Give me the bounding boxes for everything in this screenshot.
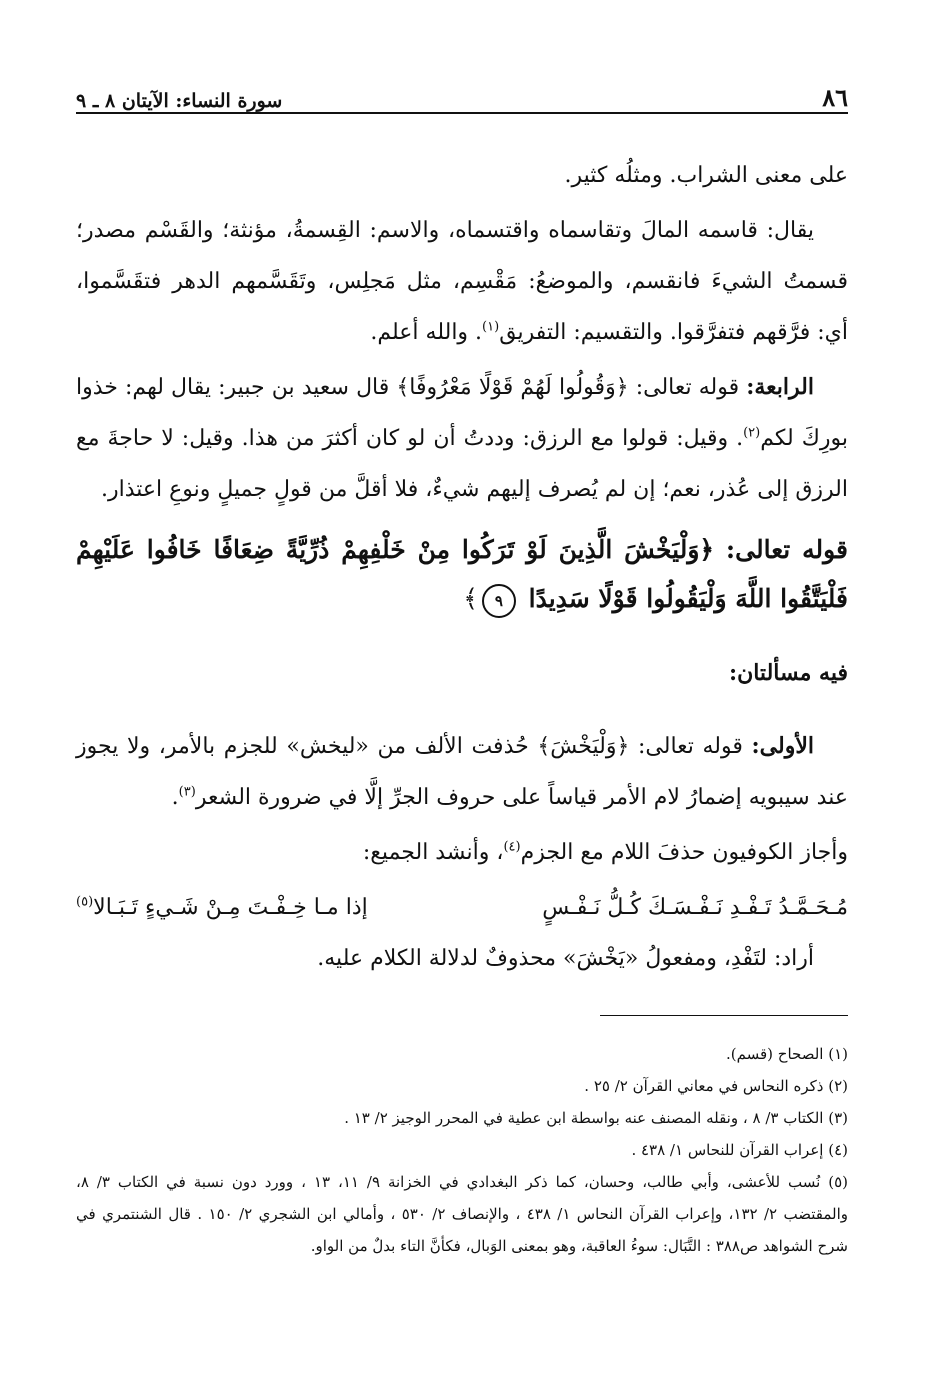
section-label: الأولى: [751, 733, 814, 759]
paragraph [76, 721, 848, 823]
verse-number-badge: ٩ [482, 584, 516, 618]
paragraph-text: . وقيل: قولوا مع الرزق: وددتُ أن لو كان أكثرَ من هذا. وقيل: لا حاجةَ مع الرزق إلى عُذر، نعم؛ إن لم يُصرف إليهم شيءٌ، فلا أقلَّ من قولٍ جميلٍ ونوعِ اعتذار. [76, 426, 848, 502]
footnotes [76, 1038, 848, 1262]
poem-first-hemistich: مُـحَـمَّـدُ تَـفْـدِ نَـفْـسَـكَ كُـلُّ نَـفْـسٍ [542, 895, 848, 920]
paragraph [76, 205, 848, 358]
paragraph-text: قوله تعالى: ﴿وَقُولُوا لَهُمْ قَوْلًا مَعْرُوفًا﴾ قال سعيد بن جبير: يقال لهم: خذوا بورِكَ لكم [76, 375, 848, 451]
paragraph-text: ، وأنشد الجميع: [362, 840, 504, 865]
poem-second-hemistich [76, 882, 368, 933]
paragraph-text: . والله أعلم. [370, 320, 483, 345]
paragraph-text: على معنى الشراب. ومثلُه كثير. [564, 163, 848, 188]
footnote-ref[interactable]: (٣) [178, 784, 196, 800]
poem-second-text: إذا مـا خِـفْـتَ مِـنْ شَـيءٍ تَـبَـالا [93, 895, 368, 920]
footnote: (٣) الكتاب ٣/ ٨ ، ونقله المصنف عنه بواسطة ابن عطية في المحرر الوجيز ٢/ ١٣ . [344, 1109, 848, 1127]
poem-verse [76, 882, 848, 933]
footnote: (٢) ذكره النحاس في معاني القرآن ٢/ ٢٥ . [584, 1077, 848, 1095]
footnote-ref[interactable]: (٤) [503, 839, 521, 855]
paragraph [76, 150, 848, 201]
paragraph-text: قوله تعالى: ﴿وَلْيَخْشَ﴾ حُذفت الألف من «ليخش» للجزم بالأمر، ولا يجوز عند سيبويه إضمارُ لام الأمر قياساً على حروف الجرِّ إلَّا في ضرورة الشعر [76, 734, 848, 810]
paragraph [76, 362, 848, 515]
quran-verse [76, 525, 848, 623]
page-number: ٨٦ [822, 83, 848, 112]
paragraph-text: . [171, 785, 179, 810]
running-title: سورة النساء: الآيتان ٨ ـ ٩ [76, 90, 283, 112]
footnote-ref[interactable]: (٥) [76, 894, 94, 910]
footnote: (١) الصحاح (قسم). [726, 1045, 848, 1063]
footnote: (٤) إعراب القرآن للنحاس ١/ ٤٣٨ . [631, 1141, 848, 1159]
verse-lead: قوله تعالى: [725, 535, 848, 564]
paragraph [76, 933, 848, 984]
main-text [76, 150, 848, 988]
footnote: (٥) نُسب للأعشى، وأبي طالب، وحسان، كما ذكر البغدادي في الخزانة ٩/ ١١، ١٣ ، وورد دون نسبة في الكتاب ٣/ ٨، والمقتضب ٢/ ١٣٢، وإعراب القرآن النحاس ١/ ٤٣٨ ، والإنصاف ٢/ ٥٣٠ ، وأمالي ابن الشجري ٢/ ١٥٠ . قال الشنتمري في شرح الشواهد ص٣٨٨ : التَّبَال: سوءُ العاقبة، وهو بمعنى الوَبال، فكأنَّ التاء بدلٌ من الواو. [76, 1173, 849, 1255]
verse-text: ﴿وَلْيَخْشَ الَّذِينَ لَوْ تَرَكُوا مِنْ خَلْفِهِمْ ذُرِّيَّةً ضِعَافًا خَافُوا عَلَيْهِمْ فَلْيَتَّقُوا اللَّهَ وَلْيَقُولُوا قَوْلًا سَدِيدًا [76, 535, 848, 613]
footnote-ref[interactable]: (١) [482, 319, 500, 335]
section-heading: فيه مسألتان: [728, 660, 848, 686]
paragraph [76, 827, 848, 878]
footnote-separator [600, 1015, 848, 1016]
section-label: الرابعة: [746, 374, 814, 400]
footnote-ref[interactable]: (٢) [743, 425, 761, 441]
paragraph-text: أراد: لتَفْدِ، ومفعولُ «يَخْشَ» محذوفٌ لدلالة الكلام عليه. [317, 946, 814, 971]
running-header [76, 78, 848, 114]
paragraph-text: وأجاز الكوفيون حذفَ اللام مع الجزم [520, 840, 848, 865]
verse-close-bracket: ﴾ [463, 584, 478, 613]
paragraph-text: يقال: قاسمه المالَ وتقاسماه واقتسماه، والاسم: القِسمةُ، مؤنثة؛ والقَسْم مصدر؛ قسمتُ الشيءَ فانقسم، والموضعُ: مَقْسِم، مثل مَجلِس، وتَقَسَّمهم الدهر فتقَسَّموا، أي: فرَّقهم فتفرَّقوا. والتقسيم: التفريق [76, 218, 848, 345]
